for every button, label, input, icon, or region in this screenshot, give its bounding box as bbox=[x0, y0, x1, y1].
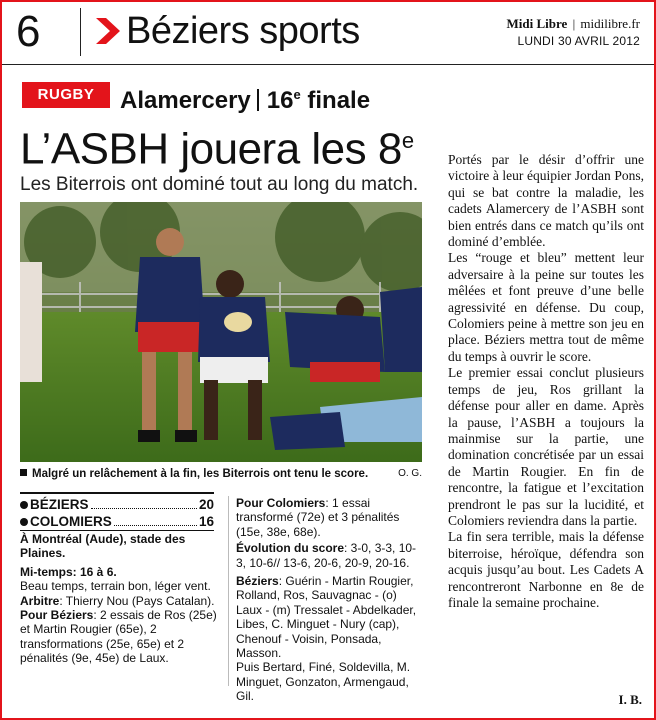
kicker-round-number: 16 bbox=[266, 87, 294, 114]
colomiers-value: : 1 essai transformé (72e) et 3 pénalités (15e, 38e, 68e). bbox=[236, 496, 400, 539]
score-top-rule bbox=[20, 492, 214, 494]
referee-label: Arbitre bbox=[20, 593, 60, 608]
beziers-value: : 2 essais de Ros (25e) et Martin Rougier (65e), 2 transformations (25e, 65e) et 2 pénalités (9e, 45e) de Laux. bbox=[20, 608, 217, 666]
score-bullet bbox=[20, 501, 28, 509]
score-bottom-rule bbox=[20, 530, 214, 531]
header-divider bbox=[80, 8, 81, 56]
page-number: 6 bbox=[16, 7, 41, 56]
caption-bullet bbox=[20, 469, 27, 476]
photo-caption bbox=[20, 466, 422, 482]
venue bbox=[20, 532, 220, 561]
article-paragraph: Portés par le désir d’offrir une victoire à leur équipier Jordan Pons, qui se bat contre la maladie, les cadets Alamercery de l’ASBH sont bien entrés dans ce match qu’ils ont dominé d’emblée. bbox=[448, 152, 644, 250]
dotted-leader bbox=[91, 498, 197, 509]
publication-name: Midi Libre bbox=[506, 16, 568, 31]
colomiers-scorers bbox=[236, 496, 424, 539]
halftime-label: Mi-temps bbox=[20, 564, 73, 579]
substitutes: Puis Bertard, Finé, Soldevilla, M. Minguet, Gonzaton, Armengaud, Gil. bbox=[236, 660, 411, 704]
lineup-label: Béziers bbox=[236, 574, 279, 589]
kicker-line bbox=[120, 80, 370, 116]
score-row-beziers bbox=[20, 496, 214, 513]
kicker-round-word: finale bbox=[307, 87, 371, 114]
sport-badge: RUGBY bbox=[22, 82, 110, 108]
evolution-label: Évolution du score bbox=[236, 541, 345, 556]
article-body bbox=[448, 152, 644, 611]
lineup-value: : Guérin - Martin Rougier, Rolland, Ros, Sauvagnac - (o) Laux - (m) Tressalet - Abdelkader, Libes, C. Minguet - Nury (cap), Chenouf - Voisin, Ponsada, Masson. bbox=[236, 574, 417, 661]
halftime bbox=[20, 565, 220, 579]
referee bbox=[20, 594, 220, 608]
publication-line bbox=[507, 16, 640, 32]
publication-website: midilibre.fr bbox=[580, 16, 640, 31]
caption-text: Malgré un relâchement à la fin, les Biterrois ont tenu le score. bbox=[32, 468, 369, 480]
team-score: 20 bbox=[198, 497, 214, 512]
dotted-leader bbox=[114, 515, 197, 526]
section-title: Béziers sports bbox=[126, 10, 360, 52]
subheadline: Les Biterrois ont dominé tout au long du match. bbox=[20, 174, 419, 195]
match-details bbox=[236, 496, 424, 704]
kicker-divider bbox=[257, 89, 259, 111]
beziers-label: Pour Béziers bbox=[20, 608, 94, 623]
photo-credit: O. G. bbox=[398, 468, 422, 479]
team-score: 16 bbox=[198, 514, 214, 529]
publication-separator: | bbox=[572, 16, 576, 31]
beziers-lineup bbox=[236, 574, 424, 660]
publication-date: LUNDI 30 AVRIL 2012 bbox=[517, 34, 640, 48]
venue-text: À Montréal (Aude), stade des Plaines. bbox=[20, 532, 186, 561]
colomiers-label: Pour Colomiers bbox=[236, 496, 326, 510]
chevron-right-icon bbox=[92, 16, 122, 46]
score-evolution bbox=[236, 541, 424, 570]
author-signature: I. B. bbox=[618, 692, 642, 707]
score-row-colomiers bbox=[20, 513, 214, 530]
headline-text: L’ASBH jouera les 8 bbox=[20, 124, 402, 174]
article-paragraph: Le premier essai conclut plusieurs temps de jeu, Ros grillant la défense pour aller en dame. Après la pause, l’ASBH a toujours la mainmise sur la partie, une domination concrétisée par un essai de Martin Rougier. En fin de rencontre, la fatigue et l’excitation prendront le pas sur la lucidité, et Colomiers reviendra dans la partie. bbox=[448, 365, 644, 528]
scoreboard bbox=[20, 496, 214, 530]
referee-value: : Thierry Nou (Pays Catalan). bbox=[59, 593, 215, 608]
evolution-value: : 3-0, 3-3, 10-3, 10-6// 13-6, 20-6, 20-9, 20-16. bbox=[236, 541, 417, 570]
team-name: COLOMIERS bbox=[30, 514, 112, 529]
kicker-round-suffix: e bbox=[293, 87, 301, 102]
article-paragraph: La fin sera terrible, mais la défense biterroise, héroïque, défendra son acquis jusqu’au bout. Les Cadets A rencontreront Narbonne en 8e de finale la semaine prochaine. bbox=[448, 529, 644, 610]
halftime-value: : 16 à 6. bbox=[72, 564, 117, 579]
conditions: Beau temps, terrain bon, léger vent. bbox=[20, 579, 211, 594]
match-info bbox=[20, 532, 220, 666]
page-header bbox=[2, 2, 654, 65]
kicker-team: Alamercery bbox=[120, 87, 251, 114]
beziers-scorers bbox=[20, 608, 220, 666]
headline bbox=[20, 114, 414, 177]
score-bullet bbox=[20, 518, 28, 526]
team-name: BÉZIERS bbox=[30, 497, 89, 512]
headline-suffix: e bbox=[401, 128, 414, 153]
column-divider bbox=[228, 496, 229, 686]
article-paragraph: Les “rouge et bleu” mettent leur adversaire à la peine sur toutes les mêlées et font preuve d’une belle agressivité en défense. Du coup, Colomiers peine à mettre son jeu en place. Béziers mettra tout de même du temps à ouvrir le score. bbox=[448, 250, 644, 364]
rugby-match-photo bbox=[20, 202, 422, 462]
